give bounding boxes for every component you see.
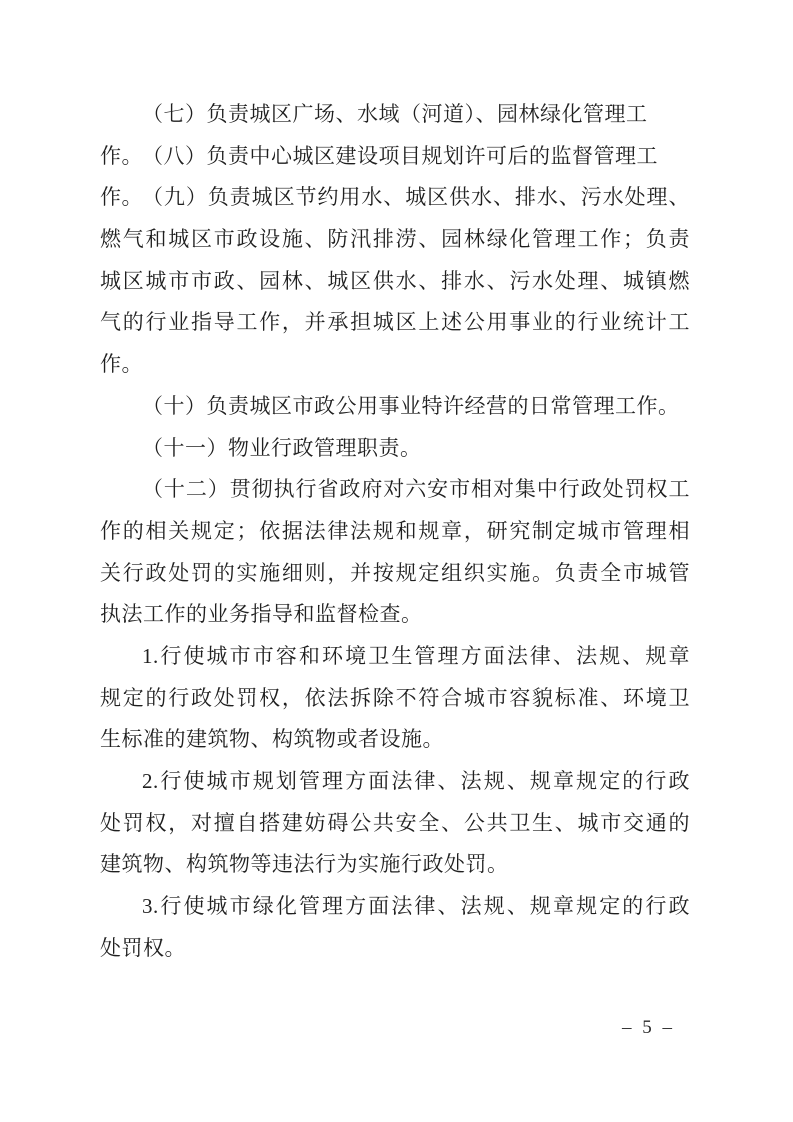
text-line: 规定的行政处罚权，依法拆除不符合城市容貌标准、环境卫 xyxy=(100,685,690,710)
text-line: 建筑物、构筑物等违法行为实施行政处罚。 xyxy=(100,852,509,877)
text-line: 3.行使城市绿化管理方面法律、法规、规章规定的行政 xyxy=(142,894,690,919)
text-line: 燃气和城区市政设施、防汛排涝、园林绿化管理工作；负责 xyxy=(100,227,690,252)
text-line: 城区城市市政、园林、城区供水、排水、污水处理、城镇燃 xyxy=(100,268,690,293)
text-line: （十一）物业行政管理职责。 xyxy=(142,435,422,460)
text-line: 关行政处罚的实施细则，并按规定组织实施。负责全市城管 xyxy=(100,560,690,585)
text-line: 处罚权。 xyxy=(100,935,186,960)
document-body xyxy=(100,94,690,969)
text-line: 生标准的建筑物、构筑物或者设施。 xyxy=(100,727,444,752)
text-line: （八）负责中心城区建设项目规划许可后的监督管理工作。 xyxy=(100,143,658,210)
text-line: （九）负责城区节约用水、城区供水、排水、污水处理、 xyxy=(142,185,690,210)
text-line: 1.行使城市市容和环境卫生管理方面法律、法规、规章 xyxy=(142,643,690,668)
text-line: 2.行使城市规划管理方面法律、法规、规章规定的行政 xyxy=(142,769,690,793)
text-line: 气的行业指导工作，并承担城区上述公用事业的行业统计工 xyxy=(100,310,690,335)
text-line: （七）负责城区广场、水域（河道）、园林绿化管理工作。 xyxy=(100,102,648,168)
text-line: （十）负责城区市政公用事业特许经营的日常管理工作。 xyxy=(142,393,680,418)
text-line: 执法工作的业务指导和监督检查。 xyxy=(100,602,423,627)
text-line: （十二）贯彻执行省政府对六安市相对集中行政处罚权工 xyxy=(142,477,690,502)
text-line: 作。 xyxy=(100,352,143,377)
text-line: 处罚权，对擅自搭建妨碍公共安全、公共卫生、城市交通的 xyxy=(100,810,690,835)
text-line: 作的相关规定；依据法律法规和规章，研究制定城市管理相 xyxy=(100,518,690,543)
page-number: – 5 – xyxy=(622,1017,675,1038)
